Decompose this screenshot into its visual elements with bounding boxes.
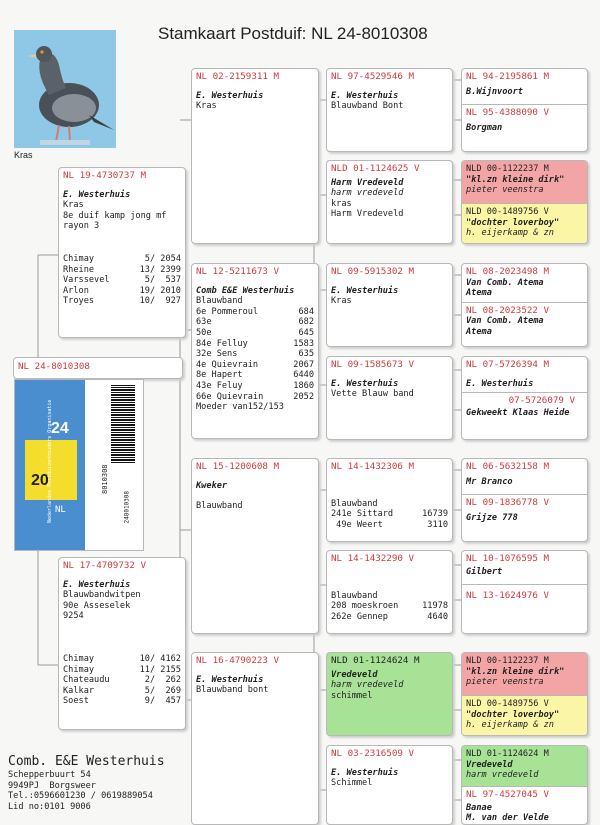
grandsire-dam-owner: Kweker	[196, 480, 228, 491]
sire-line: rayon 3	[63, 221, 100, 232]
ggp-ring: NL 09-1585673 V	[331, 359, 414, 370]
sire-result: Troyes 10/ 927	[63, 296, 181, 307]
ggp-card	[326, 745, 453, 825]
sire-result: Arlon 19/ 2010	[63, 285, 181, 296]
dam-line: 9254	[63, 611, 84, 622]
gggp-pair	[461, 68, 588, 152]
gggp-entry: NL 13-1624976 V	[462, 584, 587, 612]
gggp-entry: NL 09-1836778 V Grijze 778	[462, 494, 587, 526]
gggp-pair	[461, 356, 588, 440]
dam-result: Chimay 11/ 2155	[63, 664, 181, 675]
sire-line: Kras	[63, 200, 84, 211]
gggp-pair	[461, 160, 588, 244]
breeder-address	[8, 754, 165, 812]
dam-card	[58, 557, 186, 730]
ggp-ring: NL 97-4529546 M	[331, 71, 414, 82]
ggp-line: Blauwband	[331, 498, 378, 509]
grandsire-line: Kras	[196, 101, 217, 112]
gggp-entry: 07-5726079 V Gekweekt Klaas Heide	[462, 392, 587, 421]
grandsire-ring: NL 02-2159311 M	[196, 71, 279, 82]
gggp-entry: NLD 00-1122237 M "kl.zn kleine dirk" pieter veenstra	[462, 161, 587, 203]
ggp-line: Schimmel	[331, 778, 373, 789]
granddam-dam-ring: NL 16-4790223 V	[196, 655, 279, 666]
breeder-tel: Tel.:0596601230 / 0619889054	[8, 791, 153, 802]
ggp-ring: NL 03-2316509 V	[331, 748, 414, 759]
ring-year-a: 20	[31, 472, 49, 489]
gggp-entry: NLD 00-1489756 V "dochter loverboy" h. eijerkamp & zn	[462, 695, 587, 736]
ggp-owner: Vredeveld	[331, 669, 378, 680]
ggp-result: 262e Gennep 4640	[331, 611, 448, 622]
ggp-owner: E. Westerhuis	[331, 378, 399, 389]
ggp-ring: NLD 01-1124625 V	[331, 163, 420, 174]
ring-year-b: 24	[51, 420, 69, 437]
breeder-lid: Lid no:0101 9006	[8, 801, 91, 812]
dam-line: Blauwbandwitpen	[63, 590, 141, 601]
granddam-result: 4e Quievrain 2067	[196, 359, 314, 370]
gggp-entry: NL 07-5726394 M E. Westerhuis	[466, 359, 549, 389]
gggp-pair	[461, 745, 588, 825]
ggp-card	[326, 458, 453, 542]
granddam-ring: NL 12-5211673 V	[196, 266, 279, 277]
page-title: Stamkaart Postduif: NL 24-8010308	[158, 24, 428, 43]
dam-owner: E. Westerhuis	[63, 579, 131, 590]
grandsire-owner: E. Westerhuis	[196, 90, 264, 101]
gggp-entry: NL 08-2023498 M Van Comb. Atema Atema	[466, 266, 549, 299]
sire-result: Chimay 5/ 2054	[63, 253, 181, 264]
granddam-dam-line: Blauwband bont	[196, 685, 269, 696]
gggp-entry: NL 06-5632158 M Mr Branco	[466, 461, 549, 487]
ring-label	[14, 379, 144, 551]
sire-ring: NL 19-4730737 M	[63, 170, 146, 181]
barcode	[111, 385, 135, 463]
granddam-line: Blauwband	[196, 296, 243, 307]
granddam-result: 32e Sens 635	[196, 349, 314, 360]
ggp-card	[326, 652, 453, 736]
granddam-result: 6e Pommeroul 684	[196, 306, 314, 317]
pigeon-photo	[14, 30, 116, 148]
ggp-card	[326, 356, 453, 440]
granddam-footer: Moeder van152/153	[196, 402, 284, 413]
photo-caption: Kras	[14, 150, 33, 160]
dam-line: 90e Asseselek	[63, 600, 131, 611]
gggp-entry: NLD 00-1122237 M "kl.zn kleine dirk" pieter veenstra	[462, 653, 587, 695]
ggp-owner-extra: harm vredeveld	[331, 188, 404, 199]
ggp-line: Blauwband	[331, 590, 378, 601]
ggp-owner: Harm Vredeveld	[331, 177, 404, 188]
granddam-result: 50e 645	[196, 327, 314, 338]
granddam-result: 66e Quievrain 2052	[196, 391, 314, 402]
grandsire-card	[191, 68, 319, 244]
ggp-line: Harm Vredeveld	[331, 209, 404, 220]
ggp-owner-extra: harm vredeveld	[331, 680, 404, 691]
granddam-result: 84e Felluy 1583	[196, 338, 314, 349]
sire-card	[58, 167, 186, 338]
gggp-pair	[461, 458, 588, 542]
gggp-entry: NLD 00-1489756 V "dochter loverboy" h. eijerkamp & zn	[462, 203, 587, 244]
dam-result: Chimay 10/ 4162	[63, 653, 181, 664]
granddam-dam-owner: E. Westerhuis	[196, 674, 264, 685]
grandsire-dam-card	[191, 458, 319, 634]
ggp-ring: NL 09-5915302 M	[331, 266, 414, 277]
ggp-owner: E. Westerhuis	[331, 90, 399, 101]
ring-prefix: NL	[55, 505, 66, 515]
ggp-owner: E. Westerhuis	[331, 767, 399, 778]
ggp-owner: E. Westerhuis	[331, 285, 399, 296]
granddam-owner: Comb E&E Westerhuis	[196, 285, 295, 296]
gggp-pair	[461, 652, 588, 736]
dam-result: Kalkar 5/ 269	[63, 685, 181, 696]
gggp-entry: NL 08-2023522 V Van Comb. Atema Atema	[462, 302, 587, 341]
ring-code: 8010308	[101, 464, 109, 494]
ggp-line: Vette Blauw band	[331, 389, 414, 400]
ggp-line: schimmel	[331, 690, 373, 701]
ggp-card	[326, 68, 453, 152]
breeder-street: Schepperbuurt 54	[8, 770, 91, 780]
ggp-ring: NL 14-1432306 M	[331, 461, 414, 472]
ggp-result: 241e Sittard 16739	[331, 509, 448, 520]
ggp-card	[326, 263, 453, 347]
gggp-entry: NLD 01-1124624 M Vredeveld harm vredeveld	[462, 746, 587, 786]
granddam-dam-card	[191, 652, 319, 825]
sire-line: 8e duif kamp jong mf	[63, 210, 167, 221]
ggp-card	[326, 550, 453, 634]
barcode-number: 248010308	[123, 490, 131, 524]
ggp-ring: NL 14-1432290 V	[331, 553, 414, 564]
grandsire-dam-ring: NL 15-1200608 M	[196, 461, 279, 472]
ggp-line: Kras	[331, 296, 352, 307]
sire-owner: E. Westerhuis	[63, 189, 131, 200]
gggp-pair	[461, 550, 588, 634]
dam-result: Soest 9/ 457	[63, 696, 181, 707]
ggp-result: 208 moeskroen 11978	[331, 601, 448, 612]
pigeon-icon	[14, 30, 116, 148]
ggp-line: kras	[331, 198, 352, 209]
ring-text: EIGENDOMSBEWIJS KNPV	[88, 420, 98, 525]
sire-result: Varssevel 5/ 537	[63, 275, 181, 286]
breeder-name: Comb. E&E Westerhuis	[8, 754, 165, 769]
ggp-card	[326, 160, 453, 244]
gggp-pair	[461, 263, 588, 347]
grandsire-dam-line: Blauwband	[196, 501, 243, 512]
granddam-result: 43e Feluy 1860	[196, 380, 314, 391]
ggp-result: 49e Weert 3110	[331, 519, 448, 530]
dam-ring: NL 17-4709732 V	[63, 560, 146, 571]
gggp-entry: NL 97-4527045 V Banae M. van der Velde	[462, 786, 587, 825]
dam-result: Chateaudu 2/ 262	[63, 675, 181, 686]
subject-ring: NL 24-8010308	[13, 357, 183, 379]
granddam-result: 63e 682	[196, 317, 314, 328]
granddam-card	[191, 263, 319, 439]
ggp-ring: NLD 01-1124624 M	[331, 655, 420, 666]
sire-result: Rheine 13/ 2399	[63, 264, 181, 275]
gggp-entry: NL 94-2195861 M B.Wijnvoort	[466, 71, 549, 97]
granddam-result: 8e Hapert 6440	[196, 370, 314, 381]
gggp-entry: NL 10-1076595 M Gilbert	[466, 553, 549, 577]
ring-brand: Nederlandse Postduivenhouders Organisatie	[47, 399, 53, 523]
ggp-line: Blauwband Bont	[331, 101, 404, 112]
breeder-city: 9949PJ Borgsweer	[8, 780, 96, 791]
gggp-entry: NL 95-4388090 V Borgman	[462, 104, 587, 136]
